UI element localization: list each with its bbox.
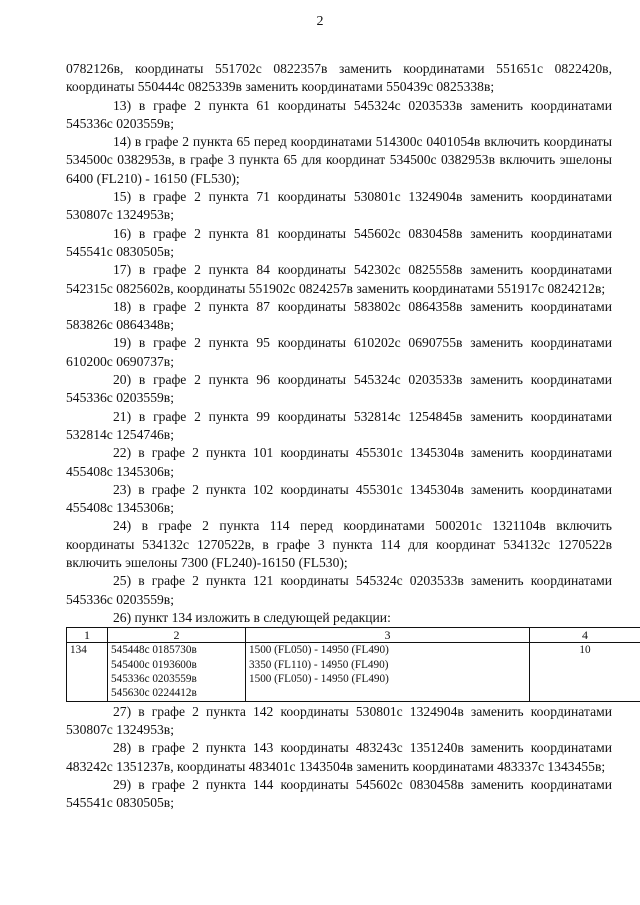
amendment-paragraph: 25) в графе 2 пункта 121 координаты 545324с 0203533в заменить координатами 545336с 0203559в; [66, 573, 612, 607]
amendment-paragraph: 18) в графе 2 пункта 87 координаты 583802с 0864358в заменить координатами 583826с 0864348в; [66, 298, 612, 333]
coordinates-cell [108, 643, 246, 702]
flight-level-value: 1500 (FL050) - 14950 (FL490) [249, 673, 389, 686]
flight-levels-cell [246, 643, 530, 702]
table-header-cell: 2 [108, 628, 246, 643]
column-4-value: 10 [579, 644, 591, 657]
amendment-paragraph: 13) в графе 2 пункта 61 координаты 545324с 0203533в заменить координатами 545336с 0203559в; [66, 97, 612, 131]
coordinate-value: 545336с 0203559в [111, 673, 197, 686]
amendment-list-top [66, 60, 612, 609]
amendment-paragraph: 21) в графе 2 пункта 99 координаты 532814с 1254845в заменить координатами 532814с 1254746в; [66, 408, 612, 442]
table-row [67, 643, 640, 702]
table-header-row [67, 628, 640, 643]
column-4-cell [530, 643, 640, 702]
amendment-paragraph: 14) в графе 2 пункта 65 перед координатами 514300с 0401054в включить координаты 534500с 0382953в, в графе 3 пункта 65 для координат 534500с 0382953в включить эшелоны 6400 (FL210) - 16150 (FL530); [66, 134, 612, 186]
amendment-paragraph: 16) в графе 2 пункта 81 координаты 545602с 0830458в заменить координатами 545541с 0830505в; [66, 225, 612, 259]
amendment-paragraph: 22) в графе 2 пункта 101 координаты 455301с 1345304в заменить координатами 455408с 1345306в; [66, 445, 612, 479]
amendment-paragraph: 15) в графе 2 пункта 71 координаты 530801с 1324904в заменить координатами 530807с 1324953в; [66, 189, 612, 223]
amendment-paragraph: 24) в графе 2 пункта 114 перед координатами 500201с 1321104в включить координаты 534132с 1270522в, в графе 3 пункта 114 для координат 534132с 1270522в включить эшелоны 7300 (FL240)-16150 (FL530); [66, 518, 612, 571]
amendment-paragraph: 29) в графе 2 пункта 144 координаты 545602с 0830458в заменить координатами 545541с 0830505в; [66, 777, 612, 811]
amendment-paragraph: 19) в графе 2 пункта 95 координаты 610202с 0690755в заменить координатами 610200с 0690737в; [66, 335, 612, 369]
flight-level-value: 1500 (FL050) - 14950 (FL490) [249, 644, 389, 657]
table-header-cell: 4 [530, 628, 640, 643]
point-number-cell: 134 [67, 643, 108, 702]
table-header-cell: 3 [246, 628, 530, 643]
amendment-paragraph: 17) в графе 2 пункта 84 координаты 542302с 0825558в заменить координатами 542315с 0825602в, координаты 551902с 0824257в заменить координатами 551917с 0824212в; [66, 262, 612, 296]
coordinate-value: 545400с 0193600в [111, 658, 197, 671]
table-intro: 26) пункт 134 изложить в следующей редакции: [113, 609, 391, 625]
amendment-paragraph: 28) в графе 2 пункта 143 координаты 483243с 1351240в заменить координатами 483242с 1351237в, координаты 483401с 1343504в заменить координатами 483337с 1343455в; [66, 740, 612, 774]
flight-level-value: 3350 (FL110) - 14950 (FL490) [249, 658, 389, 671]
amendment-list-bottom [66, 703, 612, 813]
amendment-paragraph: 0782126в, координаты 551702с 0822357в заменить координатами 551651с 0822420в, координаты 550444с 0825339в заменить координатами 550439с 0825338в; [66, 61, 612, 95]
page-number: 2 [316, 14, 324, 29]
table-header-cell: 1 [67, 628, 108, 643]
point-134-table [66, 627, 640, 702]
amendment-paragraph: 20) в графе 2 пункта 96 координаты 545324с 0203533в заменить координатами 545336с 0203559в; [66, 372, 612, 406]
coordinate-value: 545448с 0185730в [111, 644, 197, 657]
coordinate-value: 545630с 0224412в [111, 687, 197, 700]
amendment-paragraph: 23) в графе 2 пункта 102 координаты 455301с 1345304в заменить координатами 455408с 1345306в; [66, 481, 612, 516]
amendment-paragraph: 27) в графе 2 пункта 142 координаты 530801с 1324904в заменить координатами 530807с 1324953в; [66, 703, 612, 738]
document-body [66, 60, 612, 813]
